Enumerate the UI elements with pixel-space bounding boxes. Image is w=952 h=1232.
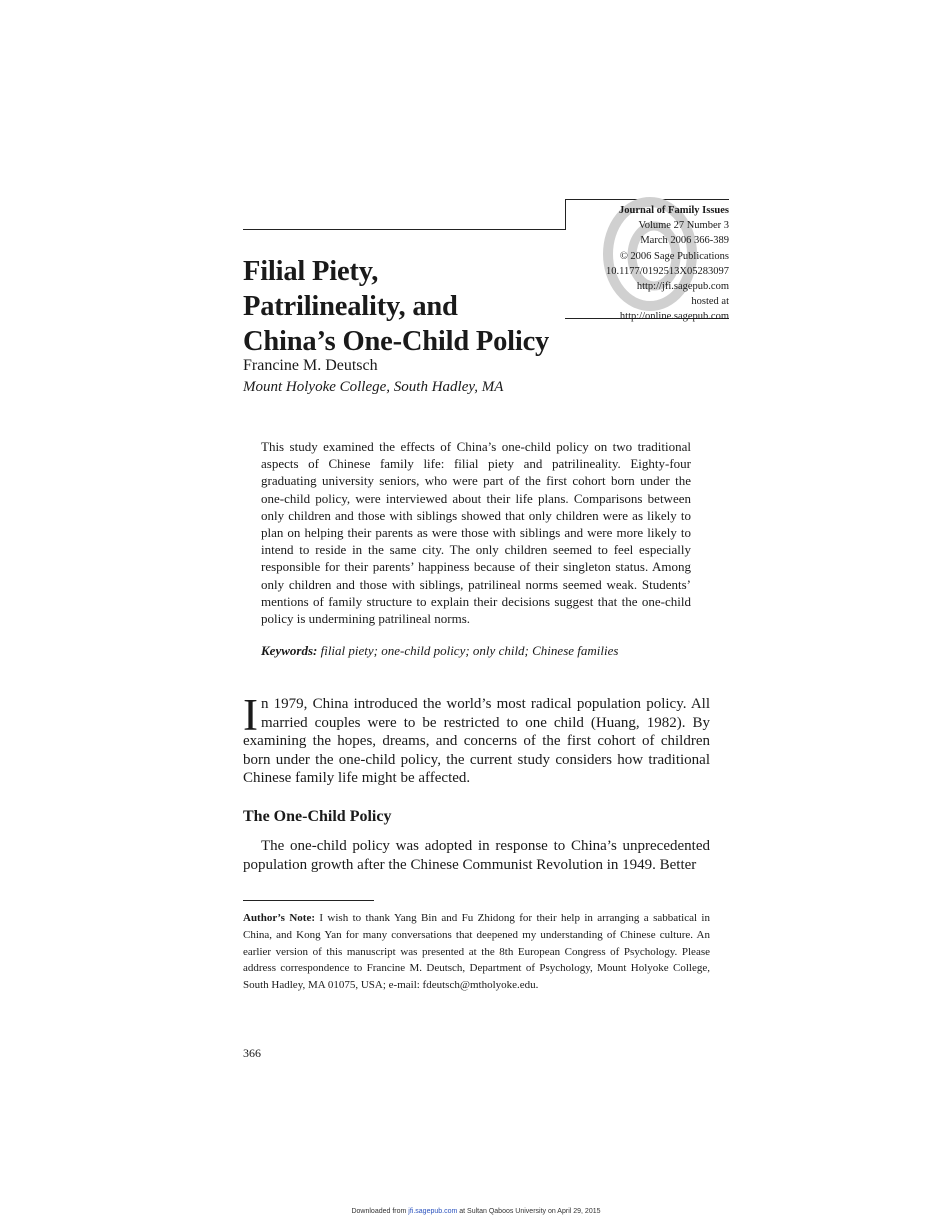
page-number: 366 — [243, 1046, 261, 1060]
author-affiliation: Mount Holyoke College, South Hadley, MA — [243, 379, 504, 395]
title-line-2: Patrilineality, and — [243, 291, 458, 322]
header-rule — [243, 229, 566, 230]
journal-date-pages: March 2006 366-389 — [640, 235, 729, 247]
drop-cap: I — [243, 690, 258, 740]
footnote-rule — [243, 900, 374, 901]
download-prefix: Downloaded from — [351, 1208, 409, 1215]
journal-url[interactable]: http://jfi.sagepub.com — [636, 281, 729, 293]
journal-name: Journal of Family Issues — [619, 205, 729, 216]
author-note-label: Author’s Note: — [243, 912, 315, 924]
keywords-text: filial piety; one-child policy; only child; Chinese families — [317, 643, 619, 658]
journal-doi: 10.1177/0192513X05283097 — [606, 265, 729, 277]
download-suffix: at Sultan Qaboos University on April 29, 2015 — [457, 1208, 601, 1215]
intro-paragraph — [243, 690, 710, 788]
title-line-1: Filial Piety, — [243, 256, 379, 287]
abstract: This study examined the effects of China’s one-child policy on two traditional aspects of Chinese family life: filial piety and patrilineality. Eighty-four graduating university seniors, who were part of the first cohort born under the one-child policy, were interviewed about their life plans. Comparisons between only children and those with siblings showed that only children were as likely to plan on helping their parents as were those with siblings and were more likely to intend to reside in the same city. The only children seemed to feel especially responsible for their parents’ happiness because of their singleton status. Among only children and those with siblings, patrilineal norms seemed weak. Students’ mentions of family structure to explain their decisions suggest that the one-child policy is undermining patrilineal norms. — [261, 439, 691, 627]
author-note — [243, 910, 710, 994]
section-heading: The One-Child Policy — [243, 808, 392, 825]
keywords-label: Keywords: — [261, 643, 318, 658]
journal-host-url[interactable]: http://online.sagepub.com — [619, 311, 729, 323]
journal-hosted: hosted at — [691, 296, 729, 308]
author-note-text: I wish to thank Yang Bin and Fu Zhidong for their help in arranging a sabbatical in China, and Kong Yan for many conversations that deepened my understanding of Chinese culture. An earlier version of this manuscript was presented at the 8th European Congress of Psychology. Please address correspondence to Francine M. Deutsch, Department of Psychology, Mount Holyoke College, South Hadley, MA 01075, USA; e-mail: fdeutsch@mtholyoke.edu. — [243, 912, 710, 992]
header-box-left-rule — [565, 199, 566, 230]
intro-text: n 1979, China introduced the world’s most radical population policy. All married couples were to be restricted to one child (Huang, 1982). By examining the hopes, dreams, and concerns of the first cohort of children born under the one-child policy, the current study considers how traditional Chinese family life might be affected. — [243, 696, 710, 787]
download-link[interactable]: jfi.sagepub.com — [408, 1208, 458, 1215]
keywords — [261, 643, 618, 659]
author-name: Francine M. Deutsch — [243, 357, 378, 374]
journal-info — [606, 203, 729, 325]
journal-copyright: © 2006 Sage Publications — [619, 250, 729, 262]
title-line-3: China’s One-Child Policy — [243, 326, 550, 357]
journal-volume: Volume 27 Number 3 — [638, 220, 729, 232]
download-notice — [0, 1208, 952, 1215]
article-title — [243, 254, 549, 359]
body-paragraph: The one-child policy was adopted in response to China’s unprecedented population growth after the Chinese Communist Revolution in 1949. Better — [243, 838, 710, 873]
